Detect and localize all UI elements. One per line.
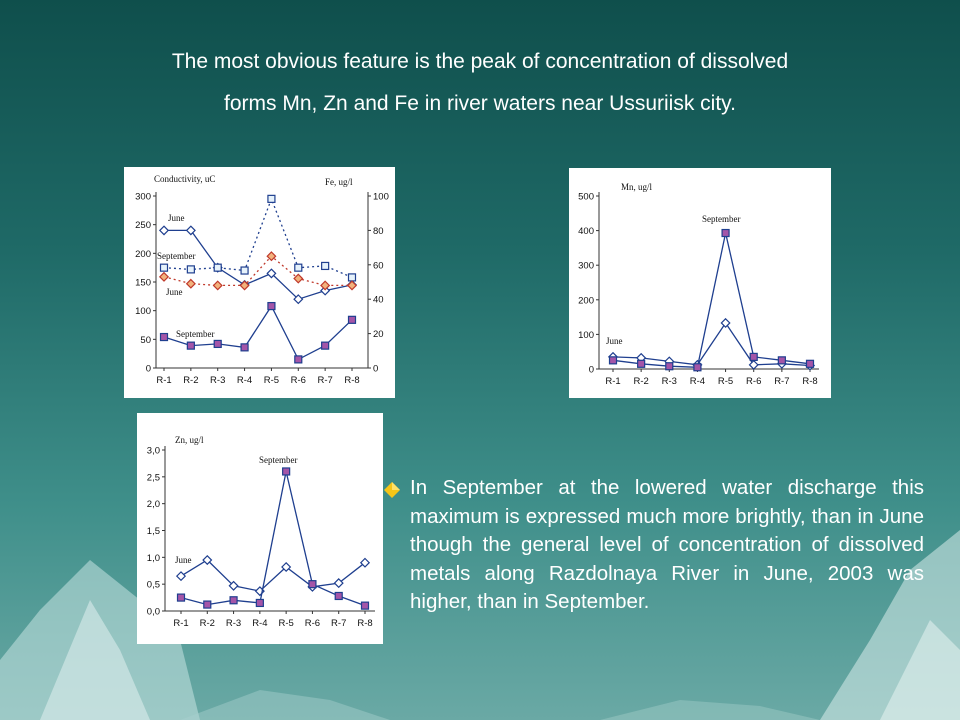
y-tick-label: 1,5 (146, 526, 160, 537)
data-point (177, 572, 185, 580)
chart-panel-mn (569, 168, 831, 398)
data-point (268, 303, 275, 310)
y-right-tick-label: 80 (373, 225, 384, 237)
y-tick-label: 3,0 (146, 445, 160, 457)
y-axis-label-left: Conductivity, uC (154, 174, 216, 184)
conductivity-fe-chart (124, 167, 395, 398)
annotation-september: September (702, 214, 741, 224)
annotation-june-dotted: June (166, 287, 183, 297)
x-tick-label: R-5 (263, 375, 280, 386)
slide-title-line-1: The most obvious feature is the peak of concentration of dissolved (171, 50, 789, 73)
data-point (295, 356, 302, 363)
x-tick-label: R-6 (746, 376, 762, 387)
x-tick-label: R-2 (183, 375, 199, 386)
data-point (187, 280, 195, 288)
data-point (178, 594, 185, 601)
y-tick-label: 250 (135, 220, 151, 232)
data-point (214, 264, 221, 271)
bullet-diamond-icon (384, 482, 400, 498)
y-tick-label: 2,0 (146, 499, 160, 511)
y-tick-label: 2,5 (146, 472, 160, 484)
data-point (335, 592, 342, 599)
data-point (349, 274, 356, 281)
y-tick-label: 1,0 (146, 552, 160, 564)
data-point (666, 363, 673, 370)
chart-panel-zn (137, 413, 383, 644)
x-tick-label: R-3 (661, 376, 677, 387)
y-right-tick-label: 0 (373, 363, 379, 375)
y-tick-label: 200 (578, 295, 594, 307)
x-tick-label: R-3 (225, 618, 242, 629)
x-tick-label: R-6 (290, 375, 306, 386)
x-tick-label: R-8 (357, 618, 373, 629)
data-point (349, 316, 356, 323)
y-tick-label: 200 (135, 248, 151, 260)
x-tick-label: R-7 (331, 618, 347, 629)
data-point (750, 361, 758, 369)
y-right-tick-label: 60 (373, 260, 384, 272)
y-tick-label: 300 (135, 191, 151, 203)
x-tick-label: R-1 (156, 375, 172, 386)
annotation-september-dotted: September (157, 251, 196, 261)
data-point (322, 262, 329, 269)
data-point (638, 360, 645, 367)
data-point (256, 599, 263, 606)
data-point (321, 281, 329, 289)
data-point (721, 319, 729, 327)
data-point (160, 226, 168, 234)
y-tick-label: 100 (578, 329, 594, 341)
annotation-june-solid: June (168, 213, 185, 223)
data-point (160, 273, 168, 281)
y-tick-label: 400 (578, 226, 594, 238)
y-right-tick-label: 40 (373, 294, 384, 306)
mn-chart (569, 168, 831, 398)
x-tick-label: R-2 (199, 618, 215, 629)
annotation-september: September (259, 455, 298, 465)
data-point (161, 334, 168, 341)
x-tick-label: R-8 (802, 376, 818, 387)
x-tick-label: R-1 (605, 376, 621, 387)
bullet-paragraph: In September at the lowered water discharge this maximum is expressed much more brightly, than in June though the general level of concentration of dissolved metals along Razdolnaya River in June, 2003 was higher, than in September. (410, 476, 924, 613)
y-tick-label: 50 (140, 334, 151, 346)
data-point (214, 340, 221, 347)
y-tick-label: 500 (578, 191, 594, 203)
y-tick-label: 300 (578, 260, 594, 272)
x-tick-label: R-7 (317, 375, 333, 386)
data-point (204, 601, 211, 608)
data-point (187, 266, 194, 273)
annotation-june: June (175, 555, 192, 565)
x-tick-label: R-4 (252, 618, 268, 629)
data-point (722, 230, 729, 237)
x-tick-label: R-5 (717, 376, 734, 387)
chart-panel-conductivity-fe (124, 167, 395, 398)
zn-chart (137, 413, 383, 644)
x-tick-label: R-3 (210, 375, 226, 386)
data-point (295, 264, 302, 271)
data-point (362, 602, 369, 609)
y-tick-label: 0,0 (146, 606, 160, 618)
data-point (161, 264, 168, 271)
data-point (750, 353, 757, 360)
data-point (241, 267, 248, 274)
annotation-june: June (606, 336, 623, 346)
y-right-tick-label: 20 (373, 329, 384, 341)
y-axis-label: Zn, ug/l (175, 435, 204, 445)
data-point (610, 357, 617, 364)
data-point (283, 468, 290, 475)
y-axis-label: Mn, ug/l (621, 182, 653, 192)
x-tick-label: R-8 (344, 375, 360, 386)
x-tick-label: R-2 (633, 376, 649, 387)
x-tick-label: R-1 (173, 618, 189, 629)
data-point (348, 281, 356, 289)
y-tick-label: 0 (588, 364, 594, 376)
data-point (309, 581, 316, 588)
data-point (241, 344, 248, 351)
data-point (778, 357, 785, 364)
y-tick-label: 0 (145, 363, 151, 375)
y-right-tick-label: 100 (373, 191, 389, 203)
data-point (807, 360, 814, 367)
slide-title-line-2: forms Mn, Zn and Fe in river waters near Ussuriisk city. (224, 92, 736, 115)
data-point (322, 342, 329, 349)
y-axis-label-right: Fe, ug/l (325, 177, 353, 187)
y-tick-label: 0,5 (146, 579, 160, 591)
series-line (613, 233, 810, 367)
y-tick-label: 150 (135, 277, 151, 289)
y-tick-label: 100 (135, 306, 151, 318)
x-tick-label: R-4 (689, 376, 706, 387)
data-point (214, 281, 222, 289)
data-point (187, 342, 194, 349)
x-tick-label: R-7 (774, 376, 790, 387)
x-tick-label: R-4 (236, 375, 253, 386)
data-point (268, 195, 275, 202)
data-point (694, 364, 701, 371)
annotation-september-solid: September (176, 329, 215, 339)
x-tick-label: R-5 (278, 618, 294, 629)
data-point (230, 597, 237, 604)
x-tick-label: R-6 (304, 618, 321, 629)
